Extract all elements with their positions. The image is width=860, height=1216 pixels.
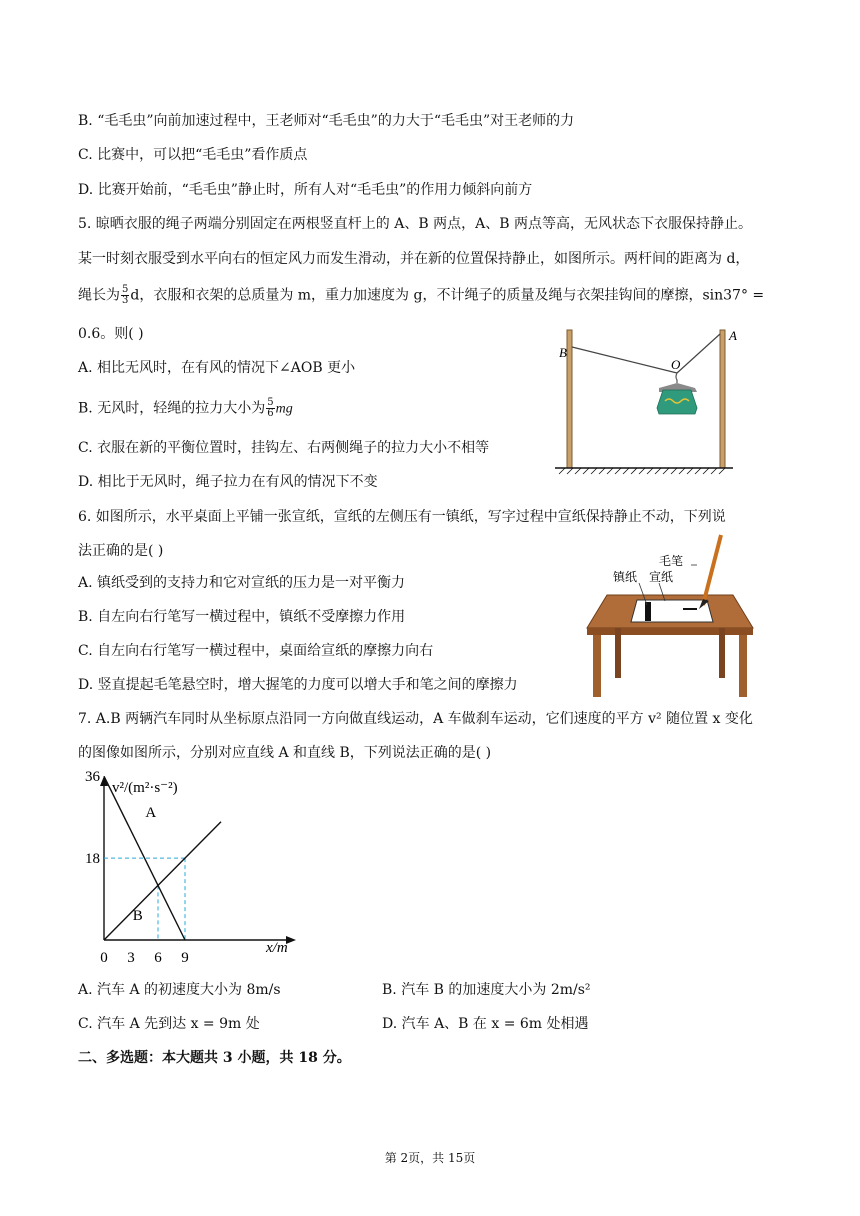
q5-option-a: A. 相比无风时，在有风的情况下∠AOB 更小 — [78, 360, 356, 376]
y-tick-36: 36 — [85, 769, 100, 786]
q6-stem-line1: 6. 如图所示，水平桌面上平铺一张宣纸，宣纸的左侧压有一镇纸，写字过程中宣纸保持静止不动，下列说 — [78, 509, 726, 525]
q5-b-num: 5 — [267, 397, 274, 408]
q5-option-b-a: B. 无风时，轻绳的拉力大小为 — [78, 400, 266, 417]
q7-option-b: B. 汽车 B 的加速度大小为 2m/s² — [382, 982, 591, 998]
q5-stem-line4: 0.6。则( ) — [78, 326, 144, 342]
rope-left — [572, 347, 677, 373]
x-tick-6: 6 — [154, 950, 162, 966]
section-heading: 二、多选题：本大题共 3 小题，共 18 分。 — [78, 1050, 351, 1066]
q5-stem-line3-a: 绳长为 — [78, 287, 120, 304]
desk-leg-back-right — [719, 628, 725, 678]
q5-length-fraction — [121, 285, 129, 306]
q5-b-den: 6 — [267, 408, 274, 419]
label-b: B — [559, 345, 567, 360]
q5-stem-line3-b: d，衣服和衣架的总质量为 m，重力加速度为 g，不计绳子的质量及绳与衣架挂钩间的摩擦，sin37° = — [130, 287, 765, 304]
q7-stem-line1: 7. A.B 两辆汽车同时从坐标原点沿同一方向做直线运动，A 车做刹车运动，它们速度的平方 v² 随位置 x 变化 — [78, 711, 753, 727]
chart-axes — [100, 776, 296, 944]
q6-stem-line2: 法正确的是( ) — [78, 543, 164, 559]
label-o: O — [671, 357, 681, 372]
q7-option-d: D. 汽车 A、B 在 x = 6m 处相遇 — [382, 1016, 589, 1032]
q4-option-c: C. 比赛中，可以把“毛毛虫”看作质点 — [78, 147, 308, 163]
paper-weight — [645, 602, 651, 621]
label-brush: 毛笔 — [658, 554, 683, 568]
chart-ylabel: v²/(m²·s⁻²) — [112, 780, 178, 796]
desk-edge — [587, 628, 753, 635]
x-tick-9: 9 — [181, 950, 189, 966]
desk-leg-back-left — [615, 628, 621, 678]
x-tick-0: 0 — [100, 950, 108, 966]
page-footer: 第 2页，共 15页 — [384, 1151, 476, 1165]
hanger-hook — [676, 373, 677, 383]
q7-option-c: C. 汽车 A 先到达 x = 9m 处 — [78, 1016, 260, 1032]
q7-option-a: A. 汽车 A 的初速度大小为 8m/s — [78, 982, 281, 998]
clothes-icon — [657, 390, 697, 414]
clothesline-figure — [555, 322, 735, 482]
q4-option-b: B. “毛毛虫”向前加速过程中，王老师对“毛毛虫”的力大于“毛毛虫”对王老师的力 — [78, 113, 575, 129]
q5-frac-den: 3 — [122, 295, 129, 306]
series-line-A — [104, 776, 185, 940]
xuan-paper — [631, 600, 713, 622]
q6-option-c: C. 自左向右行笔写一横过程中，桌面给宣纸的摩擦力向右 — [78, 643, 434, 659]
x-tick-3: 3 — [127, 950, 135, 966]
rope-right — [677, 334, 720, 373]
v2-x-chart — [72, 770, 312, 970]
ground-hatch — [559, 468, 725, 474]
q5-option-b-fraction — [266, 398, 274, 419]
series-line-B — [104, 822, 221, 940]
q6-option-a: A. 镇纸受到的支持力和它对宣纸的压力是一对平衡力 — [78, 575, 406, 591]
q5-stem-line2: 某一时刻衣服受到水平向右的恒定风力而发生滑动，并在新的位置保持静止，如图所示。两杆间的距离为 d， — [78, 251, 750, 267]
chart-ticks — [85, 769, 189, 966]
q7-stem-line2: 的图像如图所示，分别对应直线 A 和直线 B，下列说法正确的是( ) — [78, 745, 492, 761]
q5-option-b — [78, 398, 293, 420]
q6-option-d: D. 竖直提起毛笔悬空时，增大握笔的力度可以增大手和笔之间的摩擦力 — [78, 677, 518, 693]
q5-stem-line1: 5. 晾晒衣服的绳子两端分别固定在两根竖直杆上的 A、B 两点，A、B 两点等高，无风状态下衣服保持静止。 — [78, 216, 752, 232]
q5-stem-line3 — [78, 285, 764, 306]
q4-option-d: D. 比赛开始前，“毛毛虫”静止时，所有人对“毛毛虫”的作用力倾斜向前方 — [78, 182, 533, 198]
right-pole — [720, 330, 725, 468]
desk-leg-front-left — [593, 635, 601, 697]
q6-option-b: B. 自左向右行笔写一横过程中，镇纸不受摩擦力作用 — [78, 609, 406, 625]
label-a: A — [729, 328, 737, 343]
left-pole — [567, 330, 572, 468]
label-weight: 镇纸 — [613, 570, 638, 584]
q5-frac-num: 5 — [122, 284, 129, 295]
desk-leg-front-right — [739, 635, 747, 697]
chart-xlabel: x/m — [266, 940, 288, 956]
q5-option-d: D. 相比于无风时，绳子拉力在有风的情况下不变 — [78, 474, 378, 490]
series-label-B: B — [132, 907, 143, 924]
desk-figure — [585, 525, 760, 700]
y-tick-18: 18 — [85, 851, 100, 868]
q5-option-c: C. 衣服在新的平衡位置时，挂钩左、右两侧绳子的拉力大小不相等 — [78, 440, 490, 456]
q5-option-b-mg: mg — [275, 401, 293, 417]
series-label-A: A — [145, 805, 157, 822]
label-paper: 宣纸 — [649, 570, 674, 584]
